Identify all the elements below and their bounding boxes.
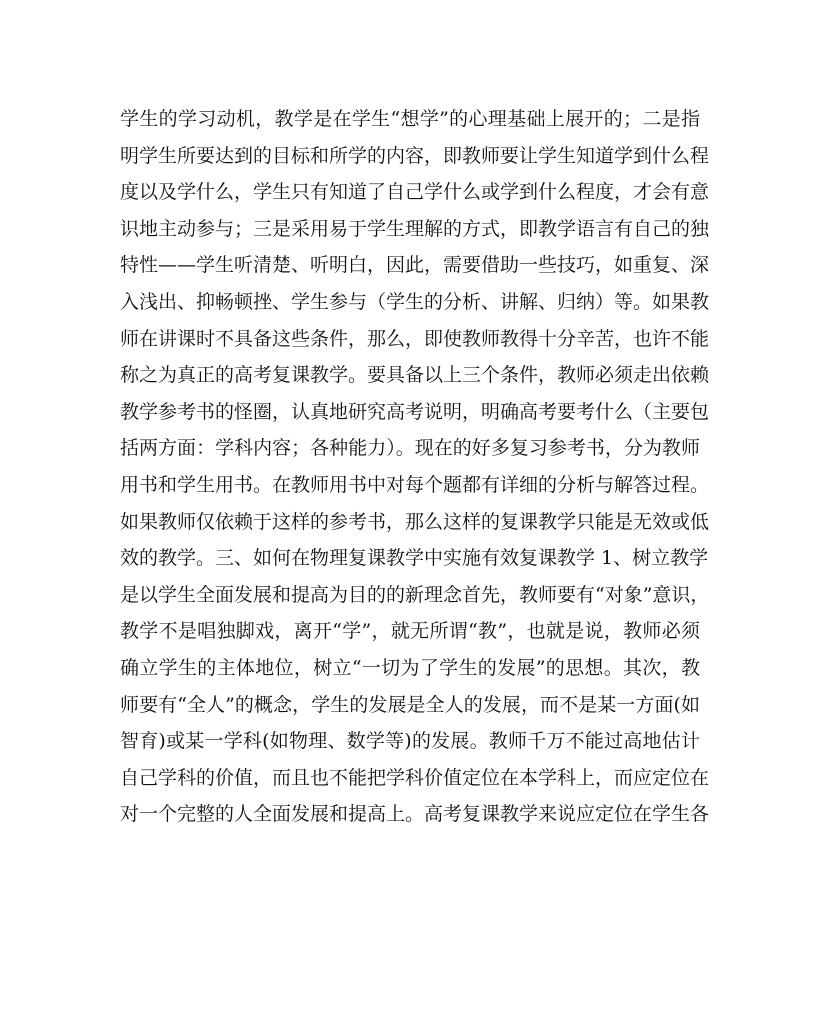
text-line: 效的教学。三、如何在物理复课教学中实施有效复课教学 1、树立教学 [120,547,709,570]
body-text [120,101,710,833]
text-line: 称之为真正的高考复课教学。要具备以上三个条件，教师必须走出依赖 [120,364,710,387]
text-line: 学生的学习动机，教学是在学生“想学”的心理基础上展开的；二是指 [120,108,700,130]
text-line: 师要有“全人”的概念，学生的发展是全人的发展，而不是某一方面(如 [120,693,700,716]
text-line: 用书和学生用书。在教师用书中对每个题都有详细的分析与解答过程。 [120,473,710,496]
text-line: 明学生所要达到的目标和所学的内容，即教师要让学生知道学到什么程 [120,144,710,167]
text-line: 如果教师仅依赖于这样的参考书，那么这样的复课教学只能是无效或低 [120,510,710,533]
text-line: 自己学科的价值，而且也不能把学科价值定位在本学科上，而应定位在 [120,766,710,789]
text-line: 识地主动参与；三是采用易于学生理解的方式，即教学语言有自己的独 [120,217,710,240]
text-line: 是以学生全面发展和提高为目的的新理念首先，教师要有“对象”意识， [120,583,710,606]
text-line: 对一个完整的人全面发展和提高上。高考复课教学来说应定位在学生各 [120,803,710,826]
text-line: 教学不是唱独脚戏，离开“学”，就无所谓“教”，也就是说，教师必须 [120,620,700,643]
text-line: 确立学生的主体地位，树立“一切为了学生的发展”的思想。其次，教 [120,656,700,679]
text-line: 教学参考书的怪圈，认真地研究高考说明，明确高考要考什么（主要包 [120,400,710,423]
text-line: 师在讲课时不具备这些条件，那么，即使教师教得十分辛苦，也许不能 [120,327,710,350]
text-line: 入浅出、抑畅顿挫、学生参与（学生的分析、讲解、归纳）等。如果教 [120,290,710,313]
text-line: 智育)或某一学科(如物理、数学等)的发展。教师千万不能过高地估计 [120,730,700,753]
text-line: 特性——学生听清楚、听明白，因此，需要借助一些技巧，如重复、深 [120,254,710,277]
text-line: 括两方面：学科内容；各种能力）。现在的好多复习参考书，分为教师 [120,437,700,460]
text-line: 度以及学什么，学生只有知道了自己学什么或学到什么程度，才会有意 [120,181,710,204]
